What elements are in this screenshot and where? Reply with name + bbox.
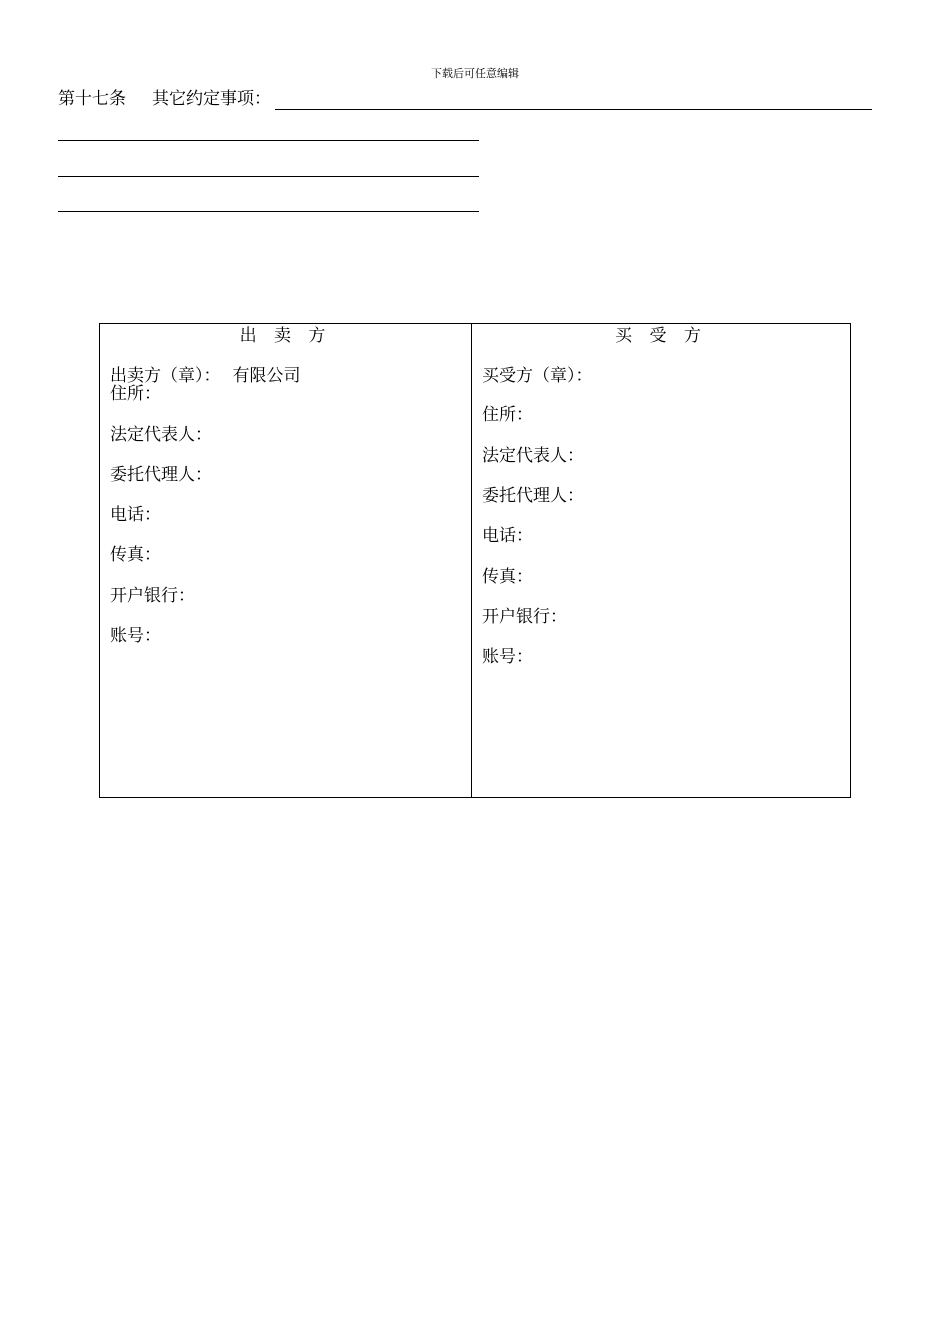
header-note: 下载后可任意编辑: [431, 67, 519, 80]
buyer-seal-label: 买受方（章）：: [482, 366, 593, 386]
seller-seal-label: 出卖方（章）：: [110, 366, 221, 386]
blank-fill-line-1[interactable]: [58, 140, 479, 141]
seller-account-label: 账号：: [110, 626, 161, 646]
seller-address-label: 住所：: [110, 384, 161, 404]
seller-legal-rep-label: 法定代表人：: [110, 425, 212, 445]
seller-fax-label: 传真：: [110, 545, 161, 565]
buyer-address-label: 住所：: [482, 405, 533, 425]
buyer-legal-rep-label: 法定代表人：: [482, 446, 584, 466]
clause-number: 第十七条: [58, 89, 126, 109]
seller-phone-label: 电话：: [110, 505, 161, 525]
blank-fill-line-3[interactable]: [58, 211, 479, 212]
buyer-account-label: 账号：: [482, 647, 533, 667]
buyer-bank-label: 开户银行：: [482, 607, 567, 627]
blank-fill-line-2[interactable]: [58, 176, 479, 177]
clause-17: [58, 86, 872, 110]
buyer-agent-label: 委托代理人：: [482, 486, 584, 506]
clause-fill-line[interactable]: [275, 90, 872, 110]
signature-table: [99, 323, 851, 798]
seller-agent-label: 委托代理人：: [110, 465, 212, 485]
buyer-column: [472, 324, 850, 797]
seller-column: [100, 324, 472, 797]
seller-company-name: 有限公司: [232, 366, 301, 386]
buyer-phone-label: 电话：: [482, 526, 533, 546]
seller-title: 出 卖 方: [239, 326, 332, 346]
seller-seal-field: [110, 366, 301, 386]
seller-bank-label: 开户银行：: [110, 586, 195, 606]
buyer-fax-label: 传真：: [482, 567, 533, 587]
clause-title: 其它约定事项：: [152, 89, 271, 109]
buyer-title: 买 受 方: [615, 326, 707, 346]
